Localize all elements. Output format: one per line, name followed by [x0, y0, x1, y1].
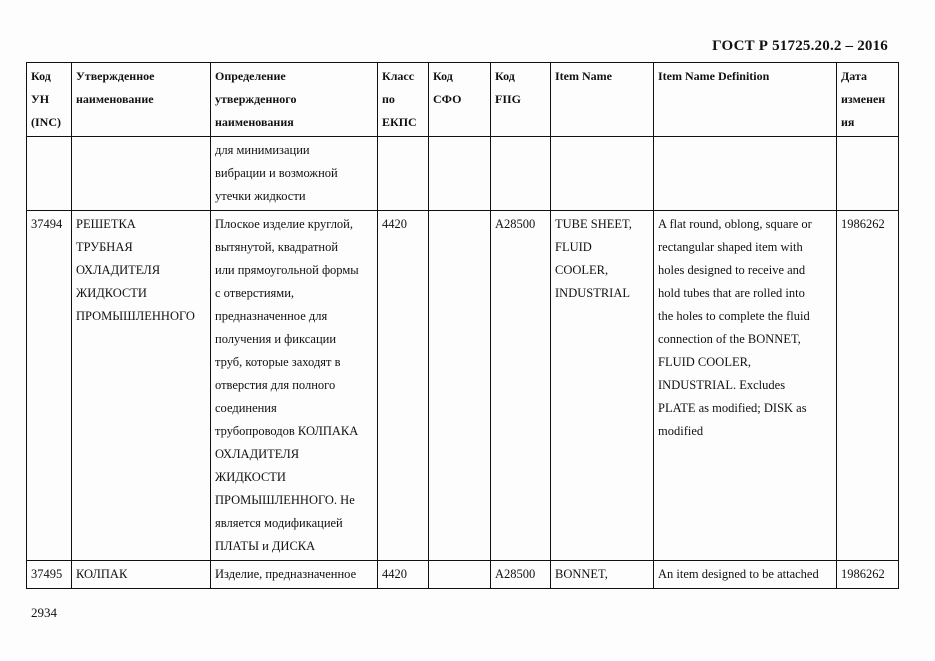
header-text-line: СФО — [433, 92, 462, 106]
cell-text-line: получения и фиксации — [215, 332, 337, 346]
header-text-line: Утвержденное — [76, 69, 155, 83]
cell-text-line: PLATE as modified; DISK as — [658, 401, 807, 415]
cell-text-line: ПРОМЫШЛЕННОГО. Не — [215, 493, 355, 507]
inc-cell — [27, 211, 72, 561]
approved-name-cell — [72, 561, 211, 589]
cell-text-line: ЖИДКОСТИ — [215, 470, 286, 484]
cell-text-line: BONNET, — [555, 567, 608, 581]
header-text-line: Item Name Definition — [658, 69, 770, 83]
header-text-line: УН — [31, 92, 50, 106]
header-text-line: ЕКПС — [382, 115, 417, 129]
header-inc — [27, 63, 72, 137]
cell-text-line: вытянутой, квадратной — [215, 240, 339, 254]
cell-text-line: INDUSTRIAL — [555, 286, 630, 300]
header-sfo — [429, 63, 491, 137]
definition-cell — [211, 211, 378, 561]
class-cell — [378, 137, 429, 211]
cell-text-line: COOLER, — [555, 263, 609, 277]
cell-text-line: FLUID COOLER, — [658, 355, 752, 369]
cell-text-line: An item designed to be attached — [658, 567, 819, 581]
cell-text-line: ОХЛАДИТЕЛЯ — [76, 263, 161, 277]
header-approved-name — [72, 63, 211, 137]
cell-text-line: КОЛПАК — [76, 567, 128, 581]
header-text-line: Дата — [841, 69, 867, 83]
header-change-date — [837, 63, 899, 137]
header-text-line: Определение — [215, 69, 286, 83]
fiig-cell — [491, 137, 551, 211]
class-cell — [378, 211, 429, 561]
header-text-line: наименование — [76, 92, 154, 106]
fiig-cell — [491, 211, 551, 561]
change-date-cell — [837, 561, 899, 589]
cell-text-line: A28500 — [495, 567, 536, 581]
cell-text-line: для минимизации — [215, 143, 310, 157]
fiig-cell — [491, 561, 551, 589]
cell-text-line: A28500 — [495, 217, 536, 231]
cell-text-line: РЕШЕТКА — [76, 217, 136, 231]
cell-text-line: вибрации и возможной — [215, 166, 338, 180]
approved-name-cell — [72, 137, 211, 211]
cell-text-line: отверстия для полного — [215, 378, 336, 392]
sfo-cell — [429, 137, 491, 211]
document-header: ГОСТ Р 51725.20.2 – 2016 — [712, 38, 888, 54]
cell-text-line: ПРОМЫШЛЕННОГО — [76, 309, 195, 323]
item-name-cell — [551, 211, 654, 561]
header-item-name-definition — [654, 63, 837, 137]
change-date-cell — [837, 137, 899, 211]
page-number: 2934 — [31, 605, 57, 620]
change-date-cell — [837, 211, 899, 561]
cell-text-line: 4420 — [382, 217, 407, 231]
cell-text-line: holes designed to receive and — [658, 263, 806, 277]
item-name-cell — [551, 137, 654, 211]
cell-text-line: A flat round, oblong, square or — [658, 217, 812, 231]
cell-text-line: modified — [658, 424, 704, 438]
item-name-cell — [551, 561, 654, 589]
cell-text-line: INDUSTRIAL. Excludes — [658, 378, 786, 392]
sfo-cell — [429, 211, 491, 561]
cell-text-line: или прямоугольной формы — [215, 263, 359, 277]
header-text-line: по — [382, 92, 395, 106]
cell-text-line: труб, которые заходят в — [215, 355, 341, 369]
header-text-line: Код — [495, 69, 515, 83]
cell-text-line: ОХЛАДИТЕЛЯ — [215, 447, 300, 461]
cell-text-line: является модификацией — [215, 516, 343, 530]
header-fiig — [491, 63, 551, 137]
cell-text-line: утечки жидкости — [215, 189, 306, 203]
header-text-line: Item Name — [555, 69, 612, 83]
cell-text-line: ТРУБНАЯ — [76, 240, 133, 254]
cell-text-line: connection of the BONNET, — [658, 332, 801, 346]
header-text-line: наименования — [215, 115, 294, 129]
cell-text-line: с отверстиями, — [215, 286, 295, 300]
table-body — [27, 137, 899, 589]
cell-text-line: the holes to complete the fluid — [658, 309, 810, 323]
table-row — [27, 137, 899, 211]
header-text-line: изменен — [841, 92, 886, 106]
header-class — [378, 63, 429, 137]
definition-cell — [211, 561, 378, 589]
inc-cell — [27, 561, 72, 589]
header-text-line: FIIG — [495, 92, 522, 106]
cell-text-line: предназначенное для — [215, 309, 328, 323]
cell-text-line: 4420 — [382, 567, 407, 581]
sfo-cell — [429, 561, 491, 589]
cell-text-line: соединения — [215, 401, 277, 415]
cell-text-line: 1986262 — [841, 567, 885, 581]
table-header-row — [27, 63, 899, 137]
cell-text-line: Плоское изделие круглой, — [215, 217, 354, 231]
header-text-line: Код — [433, 69, 453, 83]
item-name-definition-cell — [654, 211, 837, 561]
cell-text-line: 37494 — [31, 217, 63, 231]
definition-cell — [211, 137, 378, 211]
cell-text-line: Изделие, предназначенное — [215, 567, 357, 581]
inc-cell — [27, 137, 72, 211]
cell-text-line: hold tubes that are rolled into — [658, 286, 805, 300]
cell-text-line: rectangular shaped item with — [658, 240, 803, 254]
header-text-line: ия — [841, 115, 855, 129]
cell-text-line: трубопроводов КОЛПАКА — [215, 424, 359, 438]
class-cell — [378, 561, 429, 589]
header-text-line: (INC) — [31, 115, 61, 129]
data-table — [26, 62, 899, 589]
header-definition — [211, 63, 378, 137]
header-item-name — [551, 63, 654, 137]
cell-text-line: ПЛАТЫ и ДИСКА — [215, 539, 316, 553]
cell-text-line: TUBE SHEET, — [555, 217, 632, 231]
cell-text-line: ЖИДКОСТИ — [76, 286, 147, 300]
cell-text-line: 37495 — [31, 567, 63, 581]
header-text-line: утвержденного — [215, 92, 297, 106]
approved-name-cell — [72, 211, 211, 561]
item-name-definition-cell — [654, 561, 837, 589]
cell-text-line: 1986262 — [841, 217, 885, 231]
cell-text-line: FLUID — [555, 240, 592, 254]
header-text-line: Код — [31, 69, 51, 83]
header-text-line: Класс — [382, 69, 415, 83]
item-name-definition-cell — [654, 137, 837, 211]
table-row — [27, 561, 899, 589]
table-row — [27, 211, 899, 561]
